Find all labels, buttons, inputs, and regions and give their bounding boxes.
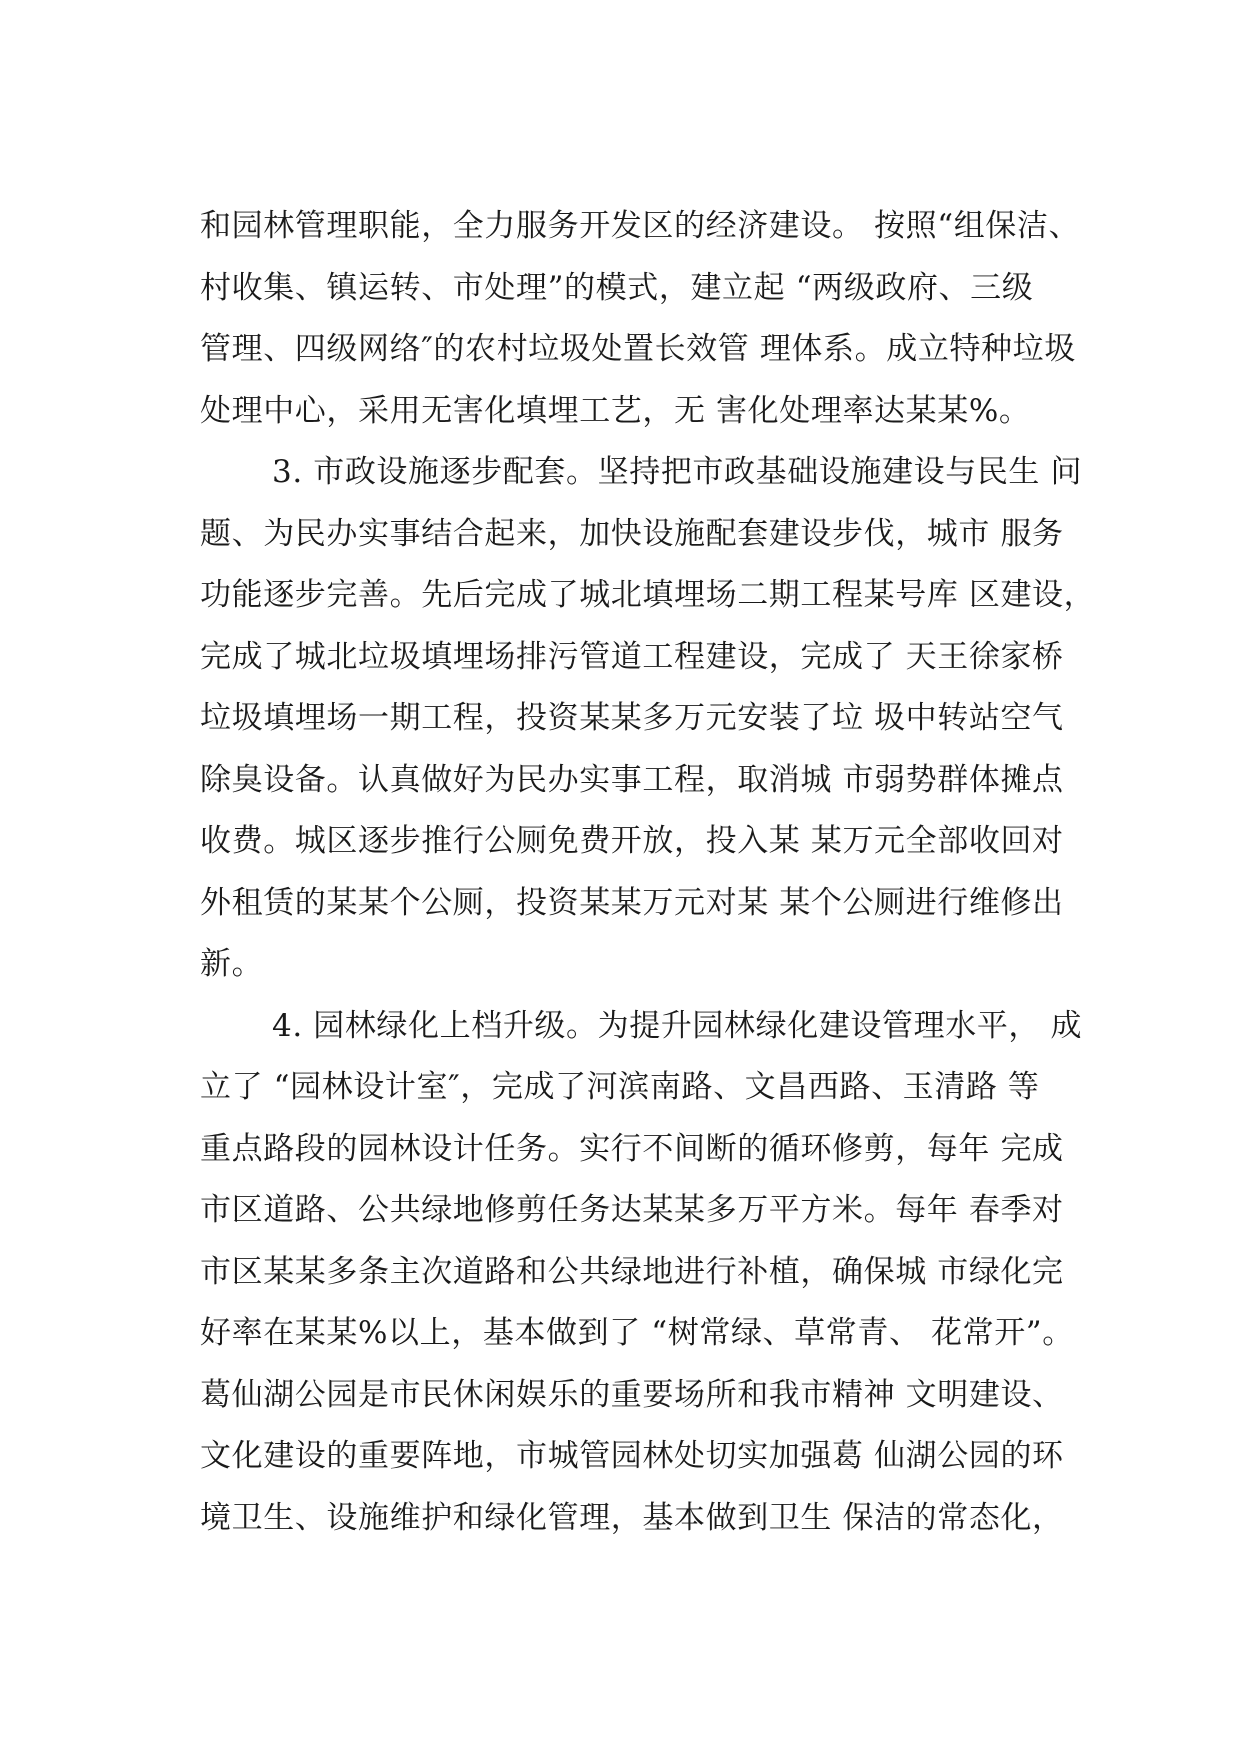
text-line: 收费。城区逐步推行公厕免费开放，投入某 某万元全部收回对 [200, 823, 1064, 859]
text-line: 境卫生、设施维护和绿化管理，基本做到卫生 保洁的常态化， [200, 1499, 1064, 1536]
text-line: 处理中心，采用无害化填埋工艺，无 害化处理率达某某%。 [200, 392, 1031, 429]
text-line: 功能逐步完善。先后完成了城北填埋场二期工程某号库 区建设， [200, 577, 1096, 613]
text-line: 完成了城北垃圾填埋场排污管道工程建设，完成了 天王徐家桥 [200, 638, 1064, 675]
text-line: 市区某某多条主次道路和公共绿地进行补植，确保城 市绿化完 [200, 1253, 1064, 1290]
text-line: 市区道路、公共绿地修剪任务达某某多万平方米。每年 春季对 [200, 1192, 1064, 1228]
text-line: 立了 “园林设计室″，完成了河滨南路、文昌西路、玉清路 等 [200, 1069, 1040, 1105]
text-line: 管理、四级网络″的农村垃圾处置长效管 理体系。成立特种垃圾 [200, 331, 1076, 367]
text-line: 新。 [200, 946, 264, 982]
text-line: 文化建设的重要阵地，市城管园林处切实加强葛 仙湖公园的环 [200, 1438, 1064, 1474]
text-line: 葛仙湖公园是市民休闲娱乐的重要场所和我市精神 文明建设、 [200, 1376, 1064, 1413]
body-text [200, 196, 1100, 1549]
text-line: 重点路段的园林设计任务。实行不间断的循环修剪，每年 完成 [200, 1130, 1064, 1167]
text-line: 题、为民办实事结合起来，加快设施配套建设步伐，城市 服务 [200, 515, 1064, 552]
section-heading-line: 4. 园林绿化上档升级。为提升园林绿化建设管理水平， 成 [272, 1007, 1083, 1044]
text-line: 和园林管理职能，全力服务开发区的经济建设。 按照“组保洁、 [200, 208, 1081, 244]
text-line: 外租赁的某某个公厕，投资某某万元对某 某个公厕进行维修出 [200, 884, 1064, 921]
text-line: 村收集、镇运转、市处理”的模式，建立起 “两级政府、三级 [200, 269, 1034, 306]
text-line: 好率在某某%以上，基本做到了 “树常绿、草常青、 花常开”。 [200, 1315, 1074, 1351]
section-heading-line: 3. 市政设施逐步配套。坚持把市政基础设施建设与民生 问 [272, 454, 1083, 490]
text-line: 垃圾填埋场一期工程，投资某某多万元安装了垃 圾中转站空气 [200, 700, 1064, 736]
text-line: 除臭设备。认真做好为民办实事工程，取消城 市弱势群体摊点 [200, 761, 1064, 798]
